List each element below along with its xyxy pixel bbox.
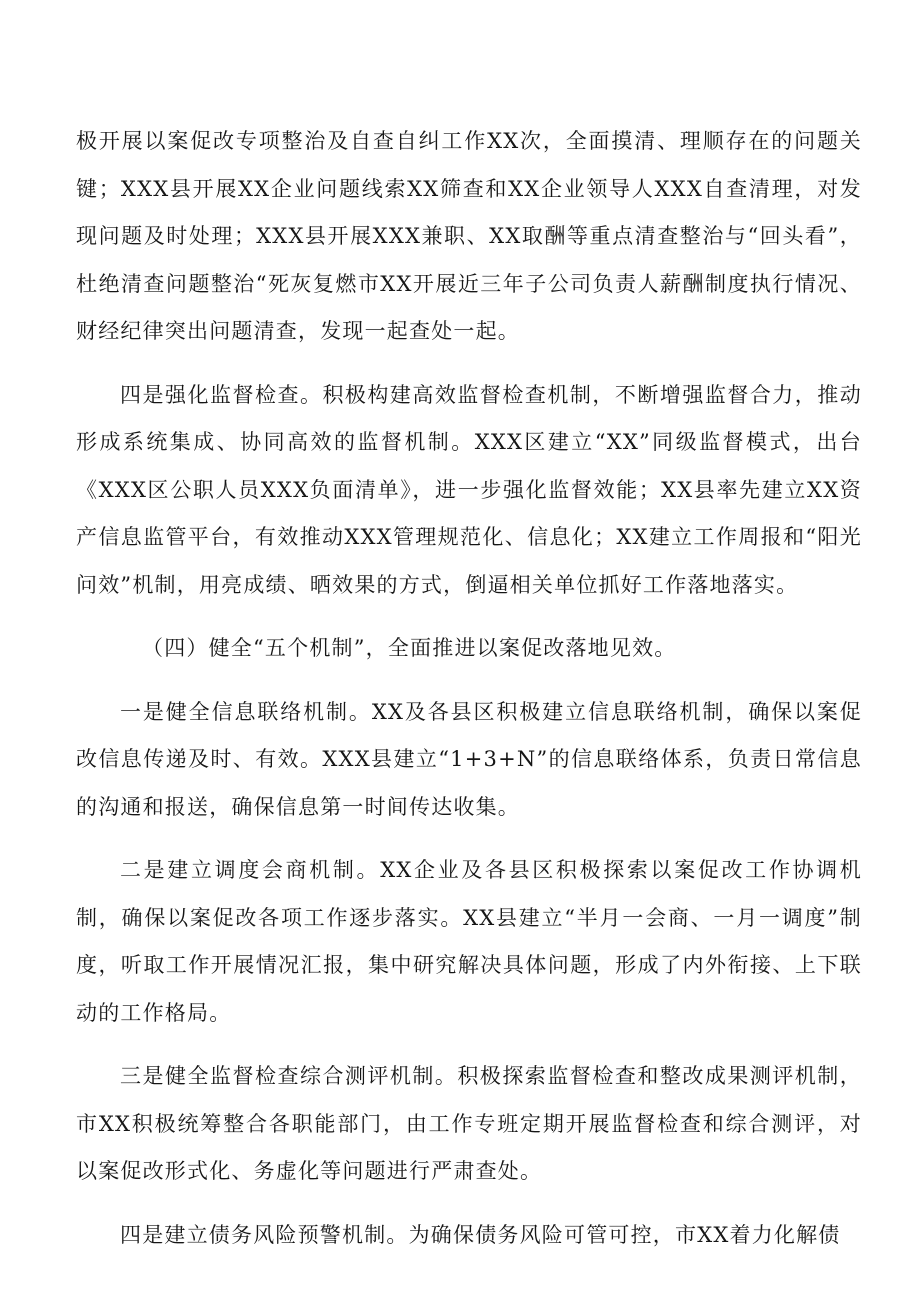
section-heading-five-mechanisms: （四）健全“五个机制”，全面推进以案促改落地见效。	[142, 636, 677, 660]
paragraph-strengthen-supervision: 四是强化监督检查。积极构建高效监督检查机制，不断增强监督合力，推动形成系统集成、协同高效的监督机制。XXX区建立“XX”同级监督模式，出台《XXX区公职人员XXX负面清单》，进一步强化监督效能；XX县率先建立XX资产信息监管平台，有效推动XXX管理规范化、信息化；XX建立工作周报和“阳光问效”机制，用亮成绩、晒效果的方式，倒逼相关单位抓好工作落地落实。	[76, 382, 862, 597]
document-body	[76, 118, 862, 1259]
paragraph-comprehensive-evaluation: 三是健全监督检查综合测评机制。积极探索监督检查和整改成果测评机制，市XX积极统筹整合各职能部门，由工作专班定期开展监督检查和综合测评，对以案促改形式化、务虚化等问题进行严肃查处。	[76, 1064, 862, 1183]
paragraph-dispatch-consultation: 二是建立调度会商机制。XX企业及各县区积极探索以案促改工作协调机制，确保以案促改各项工作逐步落实。XX县建立“半月一会商、一月一调度”制度，听取工作开展情况汇报，集中研究解决具体问题，形成了内外衔接、上下联动的工作格局。	[76, 858, 862, 1025]
paragraph-rectification-work: 极开展以案促改专项整治及自查自纠工作XX次，全面摸清、理顺存在的问题关键；XXX县开展XX企业问题线索XX筛查和XX企业领导人XXX自查清理，对发现问题及时处理；XXX县开展XXX兼职、XX取酬等重点清查整治与“回头看”，杜绝清查问题整治“死灰复燃市XX开展近三年子公司负责人薪酬制度执行情况、财经纪律突出问题清查，发现一起查处一起。	[76, 129, 862, 343]
paragraph-information-liaison: 一是健全信息联络机制。XX及各县区积极建立信息联络机制，确保以案促改信息传递及时、有效。XXX县建立“1+3+N”的信息联络体系，负责日常信息的沟通和报送，确保信息第一时间传达收集。	[76, 699, 862, 819]
paragraph-debt-risk-warning: 四是建立债务风险预警机制。为确保债务风险可管可控，市XX着力化解债	[120, 1222, 841, 1247]
